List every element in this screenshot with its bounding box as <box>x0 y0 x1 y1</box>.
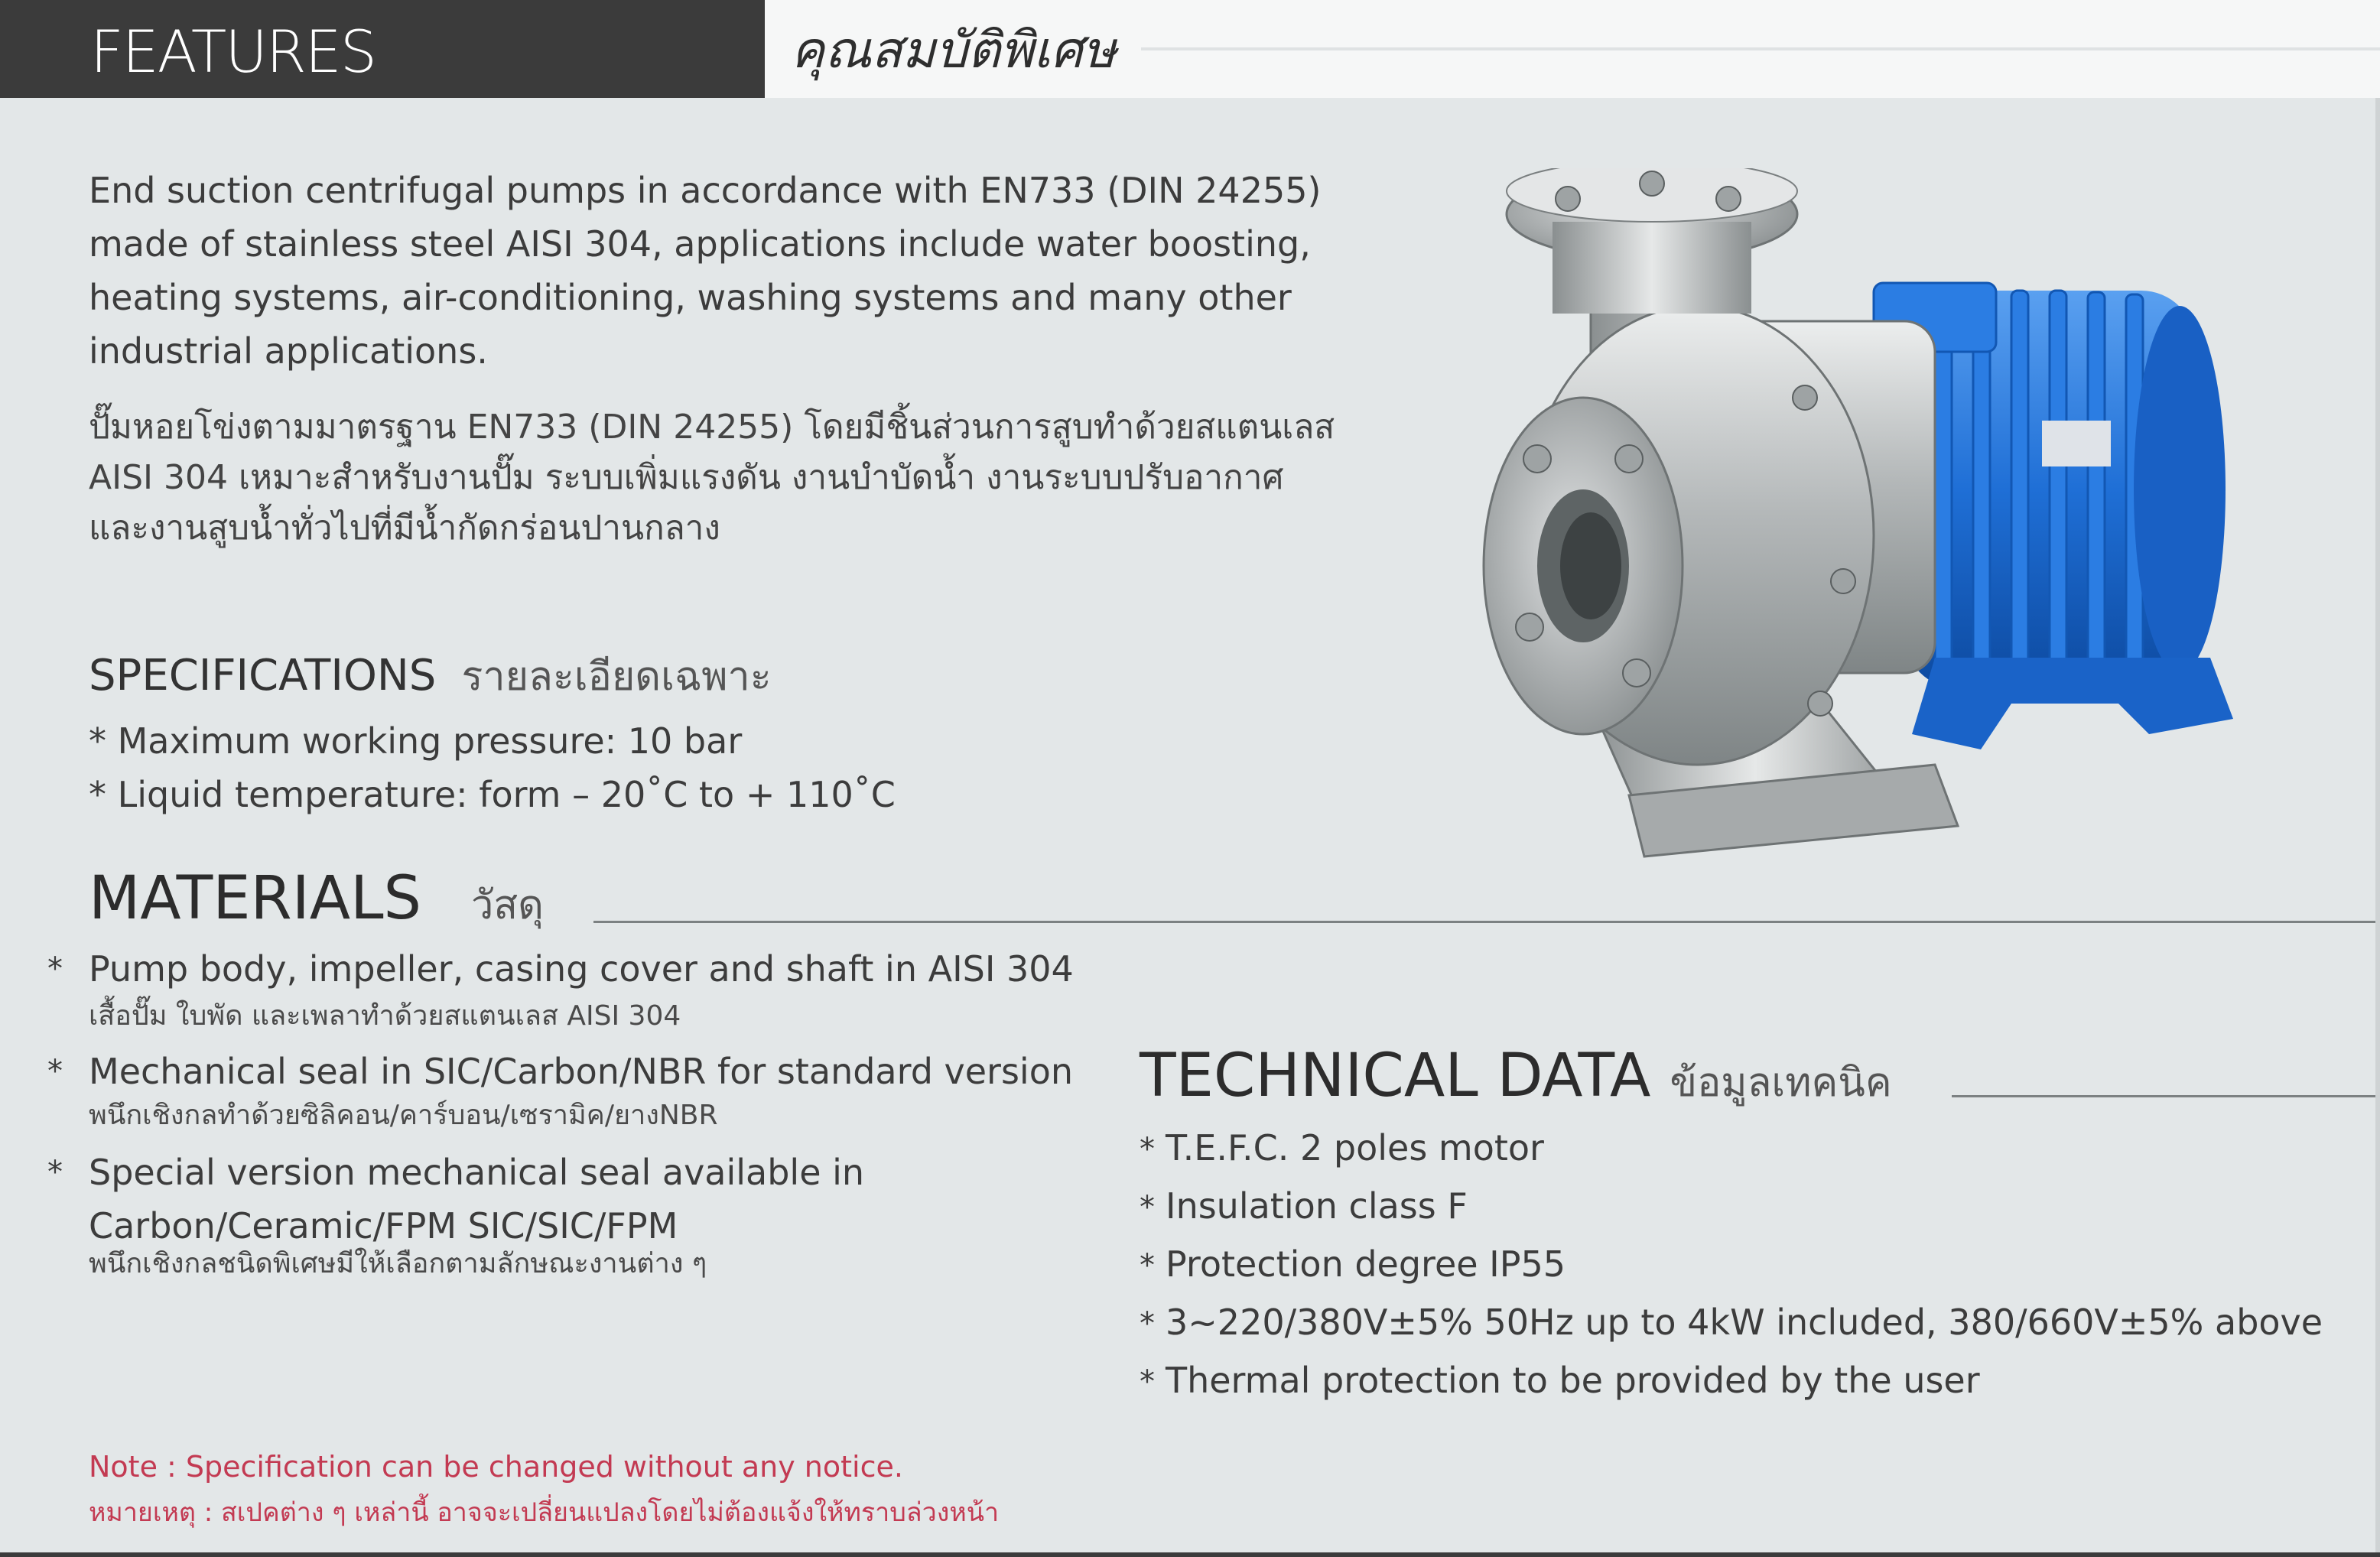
pump-image <box>1476 168 2248 872</box>
intro-line: End suction centrifugal pumps in accordance with EN733 (DIN 24255) <box>89 170 1322 211</box>
materials-thai: วัสดุ <box>471 883 544 928</box>
materials-rule <box>593 921 2380 923</box>
intro-line: made of stainless steel AISI 304, applications include water boosting, <box>89 223 1311 265</box>
material-item-th: เสื้อปั๊ม ใบพัด และเพลาทำด้วยสแตนเลส AISI 304 <box>89 1000 681 1032</box>
footer-rule <box>0 1552 2380 1557</box>
tech-item: Protection degree IP55 <box>1166 1243 1566 1285</box>
bullet-star: * <box>1140 1364 1155 1399</box>
note-english: Note : Specification can be changed without any notice. <box>89 1450 903 1484</box>
material-item-en: Pump body, impeller, casing cover and shaft in AISI 304 <box>89 948 1074 990</box>
technical-thai: ข้อมูลเทคนิค <box>1670 1060 1892 1106</box>
intro-thai-line: และงานสูบน้ำทั่วไปที่มีน้ำกัดกร่อนปานกลาง <box>89 509 720 548</box>
material-item-en: Special version mechanical seal available in <box>89 1152 865 1193</box>
tech-item: Insulation class F <box>1166 1185 1468 1227</box>
bullet-star: * <box>47 1054 63 1089</box>
tech-item: 3~220/380V±5% 50Hz up to 4kW included, 380/660V±5% above <box>1166 1302 2323 1343</box>
specifications-heading <box>89 644 772 707</box>
page-title: FEATURES <box>90 18 376 86</box>
bullet-star: * <box>47 1155 63 1190</box>
materials-title: MATERIALS <box>89 864 422 933</box>
material-item-th: พนึกเชิงกลทำด้วยซิลิคอน/คาร์บอน/เซรามิค/ยางNBR <box>89 1100 718 1131</box>
page-title-thai: คุณสมบัติพิเศษ <box>791 21 1117 80</box>
tech-item: T.E.F.C. 2 poles motor <box>1166 1127 1544 1169</box>
intro-line: industrial applications. <box>89 330 488 372</box>
bullet-star: * <box>47 951 63 987</box>
specifications-thai: รายละเอียดเฉพาะ <box>461 654 772 700</box>
bullet-star: * <box>1140 1306 1155 1341</box>
bullet-star: * <box>1140 1190 1155 1225</box>
technical-heading <box>1140 1042 1892 1113</box>
intro-english <box>89 164 1404 378</box>
material-item-th: พนึกเชิงกลชนิดพิเศษมีให้เลือกตามลักษณะงานต่าง ๆ <box>89 1248 707 1279</box>
tech-item: Thermal protection to be provided by the user <box>1166 1360 1980 1401</box>
intro-thai-line: ปั๊มหอยโข่งตามมาตรฐาน EN733 (DIN 24255) โดยมีชิ้นส่วนการสูบทำด้วยสแตนเลส <box>89 408 1335 447</box>
bullet-star: * <box>1140 1248 1155 1283</box>
spec-item: * Liquid temperature: form – 20˚C to + 110˚C <box>89 774 896 815</box>
technical-title: TECHNICAL DATA <box>1140 1042 1651 1110</box>
intro-thai-line: AISI 304 เหมาะสำหรับงานปั๊ม ระบบเพิ่มแรงดัน งานบำบัดน้ำ งานระบบปรับอากาศ <box>89 458 1284 497</box>
specifications-title: SPECIFICATIONS <box>89 651 437 700</box>
materials-heading <box>89 864 544 936</box>
spec-item: * Maximum working pressure: 10 bar <box>89 720 743 762</box>
intro-thai <box>89 402 1404 554</box>
intro-line: heating systems, air-conditioning, washing systems and many other <box>89 277 1292 318</box>
technical-rule <box>1952 1095 2380 1097</box>
note-thai: หมายเหตุ : สเปคต่าง ๆ เหล่านี้ อาจจะเปลี่ยนแปลงโดยไม่ต้องแจ้งให้ทราบล่วงหน้า <box>89 1497 1000 1528</box>
material-item-en: Carbon/Ceramic/FPM SIC/SIC/FPM <box>89 1205 678 1247</box>
header-rule <box>1141 47 2380 50</box>
material-item-en: Mechanical seal in SIC/Carbon/NBR for standard version <box>89 1051 1074 1092</box>
bullet-star: * <box>1140 1132 1155 1167</box>
page-edge <box>2375 98 2380 1557</box>
